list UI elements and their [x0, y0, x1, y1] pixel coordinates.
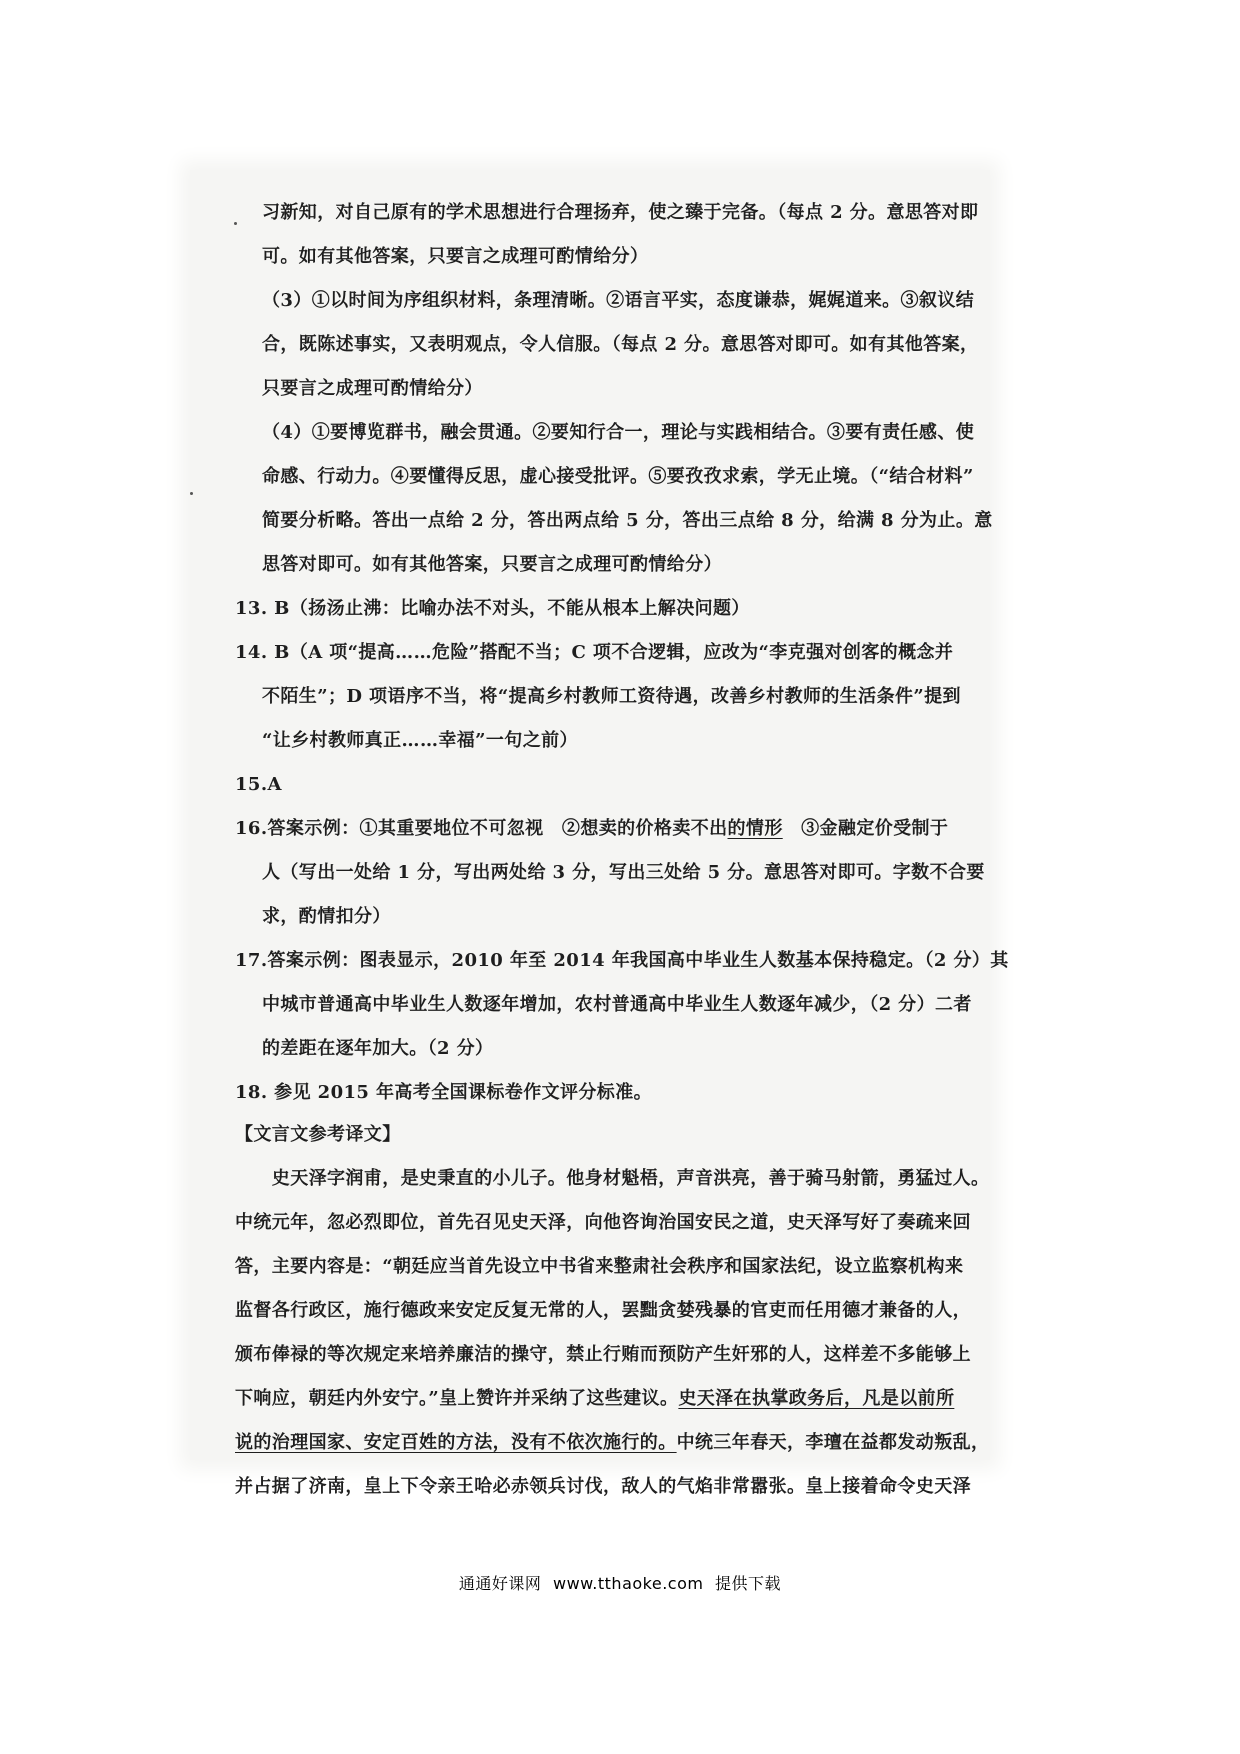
translation-text: 中统三年春天，李璮在益都发动叛乱， — [676, 1432, 990, 1453]
answer-line — [235, 816, 948, 842]
answer-line: 思答对即可。如有其他答案，只要言之成理可酌情给分） — [262, 554, 722, 575]
underlined-text: 的情形 — [727, 818, 783, 839]
answer-line: 17.答案示例：图表显示，2010 年至 2014 年我国高中毕业生人数基本保持稳定。（2 分）其 — [235, 950, 1009, 971]
answer-line: 合，既陈述事实，又表明观点，令人信服。（每点 2 分。意思答对即可。如有其他答案， — [262, 334, 979, 355]
answer-line: 习新知，对自己原有的学术思想进行合理扬弃，使之臻于完备。（每点 2 分。意思答对即 — [262, 202, 979, 223]
answer-line: 求，酌情扣分） — [262, 906, 391, 927]
answer-line: （4）①要博览群书，融会贯通。②要知行合一，理论与实践相结合。③要有责任感、使 — [262, 422, 975, 443]
scan-speck — [190, 492, 193, 495]
translation-line: 答，主要内容是：“朝廷应当首先设立中书省来整肃社会秩序和国家法纪，设立监察机构来 — [235, 1256, 964, 1277]
answer-line: 可。如有其他答案，只要言之成理可酌情给分） — [262, 246, 649, 267]
underlined-text: 说的治理国家、安定百姓的方法，没有不依次施行的。 — [235, 1432, 677, 1453]
answer-line: 不陌生”；D 项语序不当，将“提高乡村教师工资待遇，改善乡村教师的生活条件”提到 — [262, 686, 961, 707]
translation-line: 中统元年，忽必烈即位，首先召见史天泽，向他咨询治国安民之道，史天泽写好了奏疏来回 — [235, 1212, 971, 1233]
answer-line: 人（写出一处给 1 分，写出两处给 3 分，写出三处给 5 分。意思答对即可。字数不合要 — [262, 862, 985, 883]
answer-line: 15.A — [235, 774, 282, 795]
answer-text: ③金融定价受制于 — [782, 818, 949, 839]
answer-line: 命感、行动力。④要懂得反思，虚心接受批评。⑤要孜孜求索，学无止境。（“结合材料” — [262, 466, 974, 487]
answer-line: 13. B（扬汤止沸：比喻办法不对头，不能从根本上解决问题） — [235, 598, 750, 619]
answer-line: 中城市普通高中毕业生人数逐年增加，农村普通高中毕业生人数逐年减少，（2 分）二者 — [262, 994, 972, 1015]
answer-line: （3）①以时间为序组织材料，条理清晰。②语言平实，态度谦恭，娓娓道来。③叙议结 — [262, 290, 975, 311]
answer-line: 的差距在逐年加大。（2 分） — [262, 1038, 494, 1059]
underlined-text: 史天泽在执掌政务后，凡是以前所 — [678, 1388, 955, 1409]
answer-line: 14. B（A 项“提高……危险”搭配不当；C 项不合逻辑，应改为“李克强对创客的概念并 — [235, 642, 954, 663]
download-footer: 通通好课网 www.tthaoke.com 提供下载 — [458, 1574, 782, 1593]
answer-line: “让乡村教师真正……幸福”一句之前） — [262, 730, 578, 751]
answer-text: 16.答案示例：①其重要地位不可忽视 ②想卖的价格卖不出 — [235, 818, 728, 839]
translation-text: 下响应，朝廷内外安宁。”皇上赞许并采纳了这些建议。 — [235, 1388, 679, 1409]
answer-line: 只要言之成理可酌情给分） — [262, 378, 483, 399]
translation-line: 并占据了济南，皇上下令亲王哈必赤领兵讨伐，敌人的气焰非常嚣张。皇上接着命令史天泽 — [235, 1476, 971, 1497]
answer-line: 简要分析略。答出一点给 2 分，答出两点给 5 分，答出三点给 8 分，给满 8 分为止。意 — [262, 510, 993, 531]
translation-line: 监督各行政区，施行德政来安定反复无常的人，罢黜贪婪残暴的官吏而任用德才兼备的人， — [235, 1300, 971, 1321]
scan-speck — [234, 222, 237, 225]
section-heading: 【文言文参考译文】 — [235, 1124, 401, 1145]
answer-line: 18. 参见 2015 年高考全国课标卷作文评分标准。 — [235, 1082, 653, 1103]
translation-line — [235, 1386, 954, 1412]
translation-line — [235, 1430, 989, 1456]
translation-line: 史天泽字润甫，是史秉直的小儿子。他身材魁梧，声音洪亮，善于骑马射箭，勇猛过人。 — [235, 1168, 990, 1189]
translation-line: 颁布俸禄的等次规定来培养廉洁的操守，禁止行贿而预防产生奸邪的人，这样差不多能够上 — [235, 1344, 971, 1365]
